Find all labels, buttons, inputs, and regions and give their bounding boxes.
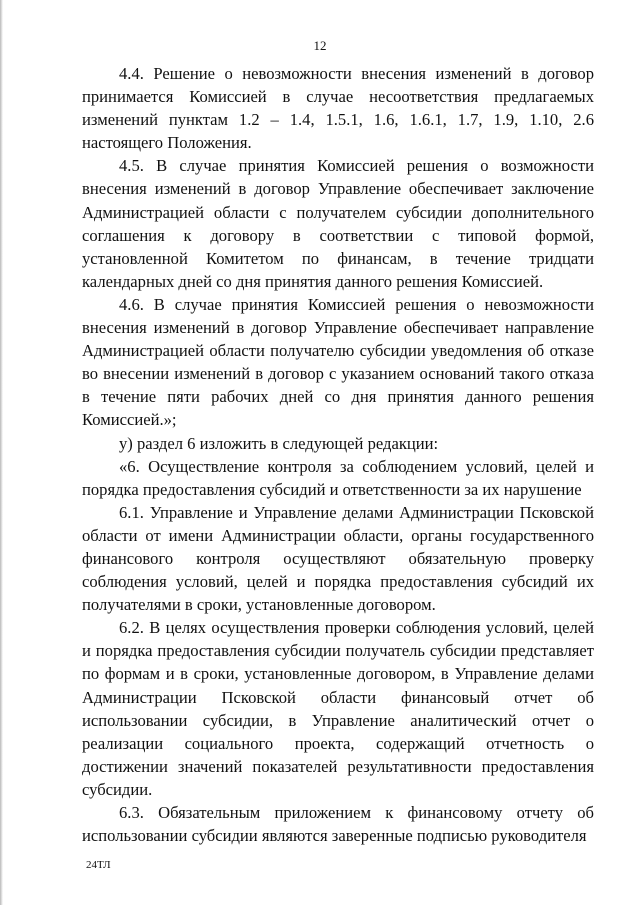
paragraph-4-6: 4.6. В случае принятия Комиссией решения о невозможности внесения изменений в договор Управление обеспечивает направление Администрацией области получателю субсидии уведомления об отказе во внесении изменений в договор с указанием оснований такого отказа в течение пяти рабочих дней со дня принятия данного решения Комиссией.»; [82,294,594,430]
paragraph-4-4: 4.4. Решение о невозможности внесения изменений в договор принимается Комиссией в случае несоответствия предлагаемых изменений пунктам 1.2 – 1.4, 1.5.1, 1.6, 1.6.1, 1.7, 1.9, 1.10, 2.6 настоящего Положения. [82,64,594,153]
page-number: 12 [313,38,327,53]
paragraph-6-1: 6.1. Управление и Управление делами Администрации Псковской области от имени Администрации области, органы государственного финансового контроля осуществляют обязательную проверку соблюдения условий, целей и порядка предоставления субсидий их получателями в сроки, установленные договором. [82,502,594,615]
scan-edge [0,0,3,905]
section-6-heading: «6. Осуществление контроля за соблюдением условий, целей и порядка предоставления субсидий и ответственности за их нарушение [82,456,594,499]
paragraph-amendment-u: у) раздел 6 изложить в следующей редакции: [119,433,439,453]
footer-code: 24ТЛ [86,859,111,871]
paragraph-6-2: 6.2. В целях осуществления проверки соблюдения условий, целей и порядка предоставления субсидии получатель субсидии представляет по формам и в сроки, установленные договором, в Управление делами Администрации Псковской области финансовый отчет об использовании субсидии, в Управление аналитический отчет о реализации социального проекта, содержащий отчетность о достижении значений показателей результативности предоставления субсидии. [82,618,594,799]
paragraph-6-3: 6.3. Обязательным приложением к финансовому отчету об использовании субсидии являются заверенные подписью руководителя [82,803,594,846]
paragraph-4-5: 4.5. В случае принятия Комиссией решения о возможности внесения изменений в договор Управление обеспечивает заключение Администрацией области с получателем субсидии дополнительного соглашения к договору в соответствии с типовой формой, установленной Комитетом по финансам, в течение тридцати календарных дней со дня принятия данного решения Комиссией. [82,156,594,291]
document-body [82,62,594,847]
